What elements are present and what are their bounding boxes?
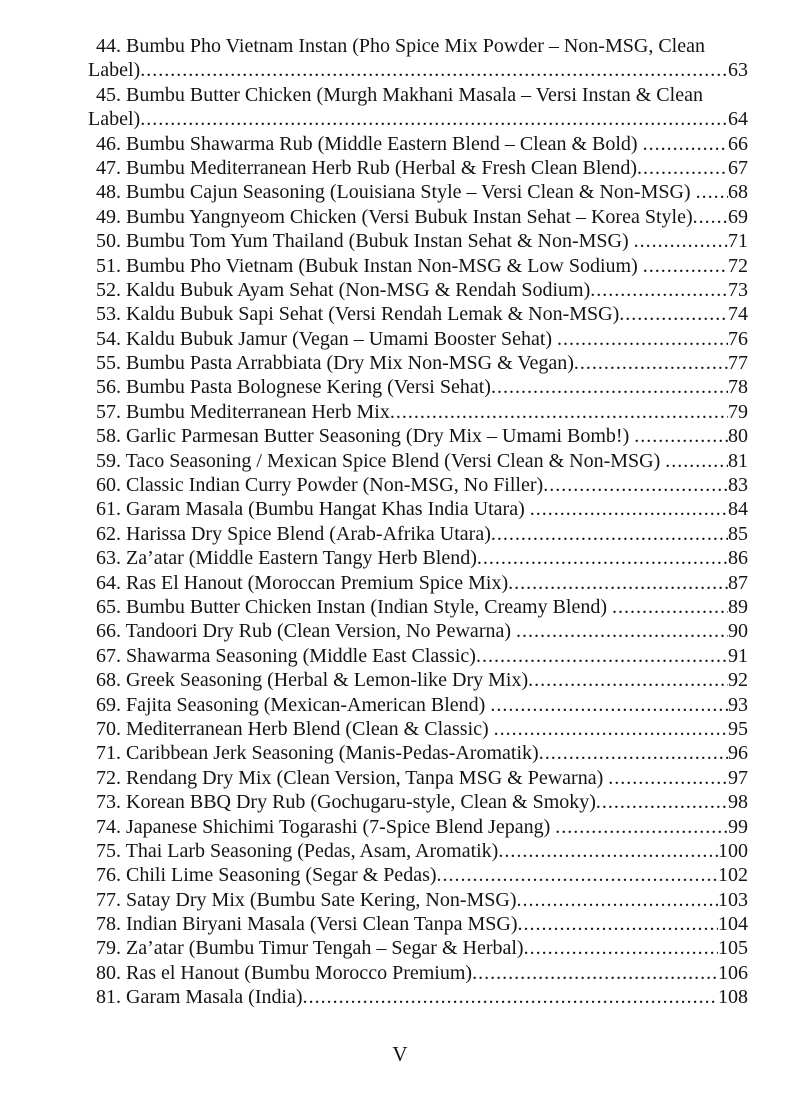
toc-line — [88, 522, 748, 546]
toc-entry-text: 58. Garlic Parmesan Butter Seasoning (Dry Mix – Umami Bomb!) — [96, 425, 635, 448]
toc-page-number: 86 — [728, 547, 748, 570]
toc-entry-text: 77. Satay Dry Mix (Bumbu Sate Kering, Non-MSG) — [96, 888, 517, 911]
toc-entry-text: 80. Ras el Hanout (Bumbu Morocco Premium) — [96, 961, 473, 984]
toc-entry-text: Label) — [88, 59, 141, 82]
toc-line — [88, 815, 748, 839]
dot-leader — [665, 449, 728, 473]
toc-line — [88, 668, 748, 692]
toc-line — [88, 34, 748, 58]
toc-page-number: 108 — [718, 986, 748, 1009]
toc-entry-text: 66. Tandoori Dry Rub (Clean Version, No Pewarna) — [96, 620, 517, 643]
toc-entry-text: 78. Indian Biryani Masala (Versi Clean Tanpa MSG) — [96, 913, 518, 936]
toc-entry-text: 50. Bumbu Tom Yum Thailand (Bubuk Instan Sehat & Non-MSG) — [96, 230, 634, 253]
toc-page-number: 85 — [728, 522, 748, 545]
toc-entry-text: 44. Bumbu Pho Vietnam Instan (Pho Spice Mix Powder – Non-MSG, Clean — [96, 35, 705, 57]
toc-entry-text: 54. Kaldu Bubuk Jamur (Vegan – Umami Booster Sehat) — [96, 327, 558, 350]
toc-line — [88, 132, 748, 156]
dot-leader — [140, 58, 728, 82]
toc-page-number: 106 — [718, 961, 748, 984]
dot-leader — [634, 229, 728, 253]
dot-leader — [517, 912, 718, 936]
page-number-footer: V — [392, 1042, 408, 1066]
toc-page-number: 92 — [728, 669, 748, 692]
dot-leader — [516, 619, 728, 643]
toc-entry-text: Label) — [88, 108, 141, 131]
toc-page-number: 99 — [728, 815, 748, 838]
toc-page-number: 72 — [728, 254, 748, 277]
toc-entry-text: 75. Thai Larb Seasoning (Pedas, Asam, Aromatik) — [96, 839, 499, 862]
toc-line — [88, 375, 748, 399]
toc-line — [88, 58, 748, 82]
toc-line — [88, 449, 748, 473]
toc-page-number: 83 — [728, 474, 748, 497]
toc-line — [88, 961, 748, 985]
dot-leader — [303, 985, 718, 1009]
toc-page-number: 102 — [718, 864, 748, 887]
toc-page-number: 93 — [728, 693, 748, 716]
toc-line — [88, 229, 748, 253]
toc-page-number: 98 — [728, 791, 748, 814]
toc-entry-text: 56. Bumbu Pasta Bolognese Kering (Versi Sehat) — [96, 376, 491, 399]
toc-line — [88, 546, 748, 570]
toc-line — [88, 766, 748, 790]
toc-line — [88, 717, 748, 741]
toc-line — [88, 741, 748, 765]
toc-entry-text: 61. Garam Masala (Bumbu Hangat Khas India Utara) — [96, 498, 530, 521]
toc-line — [88, 644, 748, 668]
toc-line — [88, 497, 748, 521]
dot-leader — [555, 815, 728, 839]
toc-page-number: 103 — [718, 888, 748, 911]
toc-entry-text: 52. Kaldu Bubuk Ayam Sehat (Non-MSG & Rendah Sodium) — [96, 278, 591, 301]
dot-leader — [472, 961, 718, 985]
dot-leader — [491, 522, 728, 546]
toc-entry-text: 49. Bumbu Yangnyeom Chicken (Versi Bubuk Instan Sehat – Korea Style) — [96, 205, 693, 228]
toc-entry-text: 76. Chili Lime Seasoning (Segar & Pedas) — [96, 864, 437, 887]
toc-page-number: 90 — [728, 620, 748, 643]
dot-leader — [596, 790, 728, 814]
toc-page-number: 71 — [728, 230, 748, 253]
toc-line — [88, 302, 748, 326]
toc-line — [88, 595, 748, 619]
toc-page-number: 63 — [728, 59, 748, 82]
toc-entry-text: 63. Za’atar (Middle Eastern Tangy Herb Blend) — [96, 547, 477, 570]
dot-leader — [608, 766, 728, 790]
toc-line — [88, 473, 748, 497]
toc-line — [88, 936, 748, 960]
dot-leader — [508, 571, 728, 595]
toc-list — [88, 34, 748, 1010]
toc-page-number: 78 — [728, 376, 748, 399]
dot-leader — [637, 156, 728, 180]
dot-leader — [643, 254, 728, 278]
dot-leader — [543, 473, 728, 497]
toc-line — [88, 424, 748, 448]
toc-line — [88, 693, 748, 717]
toc-line — [88, 619, 748, 643]
toc-page-number: 77 — [728, 352, 748, 375]
toc-entry-text: 53. Kaldu Bubuk Sapi Sehat (Versi Rendah Lemak & Non-MSG) — [96, 303, 620, 326]
toc-entry-text: 72. Rendang Dry Mix (Clean Version, Tanpa MSG & Pewarna) — [96, 766, 609, 789]
toc-line — [88, 254, 748, 278]
toc-page-number: 74 — [728, 303, 748, 326]
dot-leader — [590, 278, 728, 302]
dot-leader — [634, 424, 728, 448]
toc-entry-text: 59. Taco Seasoning / Mexican Spice Blend (Versi Clean & Non-MSG) — [96, 449, 666, 472]
dot-leader — [530, 497, 728, 521]
dot-leader — [574, 351, 728, 375]
toc-line — [88, 351, 748, 375]
toc-page-number: 95 — [728, 717, 748, 740]
toc-line — [88, 400, 748, 424]
toc-line — [88, 888, 748, 912]
toc-line — [88, 912, 748, 936]
toc-entry-text: 46. Bumbu Shawarma Rub (Middle Eastern Blend – Clean & Bold) — [96, 132, 643, 155]
dot-leader — [517, 888, 718, 912]
toc-line — [88, 156, 748, 180]
dot-leader — [612, 595, 728, 619]
toc-entry-text: 67. Shawarma Seasoning (Middle East Classic) — [96, 644, 476, 667]
toc-line — [88, 327, 748, 351]
toc-line — [88, 790, 748, 814]
toc-page-number: 84 — [728, 498, 748, 521]
toc-page-number: 105 — [718, 937, 748, 960]
toc-entry-text: 48. Bumbu Cajun Seasoning (Louisiana Style – Versi Clean & Non-MSG) — [96, 181, 696, 204]
dot-leader — [696, 180, 728, 204]
toc-entry-text: 47. Bumbu Mediterranean Herb Rub (Herbal & Fresh Clean Blend) — [96, 156, 637, 179]
toc-page-number: 67 — [728, 156, 748, 179]
toc-line — [88, 205, 748, 229]
dot-leader — [693, 205, 728, 229]
dot-leader — [437, 863, 718, 887]
dot-leader — [490, 693, 728, 717]
dot-leader — [491, 375, 728, 399]
dot-leader — [539, 741, 728, 765]
toc-entry-text: 81. Garam Masala (India) — [96, 986, 303, 1009]
toc-line — [88, 107, 748, 131]
toc-page-number: 69 — [728, 205, 748, 228]
dot-leader — [619, 302, 728, 326]
toc-entry-text: 71. Caribbean Jerk Seasoning (Manis-Pedas-Aromatik) — [96, 742, 539, 765]
toc-page-number: 73 — [728, 278, 748, 301]
toc-page-number: 89 — [728, 595, 748, 618]
toc-page-number: 100 — [718, 839, 748, 862]
toc-page-number: 104 — [718, 913, 748, 936]
toc-line — [88, 180, 748, 204]
toc-entry-text: 57. Bumbu Mediterranean Herb Mix — [96, 400, 390, 423]
toc-entry-text: 65. Bumbu Butter Chicken Instan (Indian Style, Creamy Blend) — [96, 595, 613, 618]
dot-leader — [528, 668, 728, 692]
dot-leader — [477, 546, 728, 570]
toc-line — [88, 863, 748, 887]
toc-line — [88, 985, 748, 1009]
toc-page-number: 64 — [728, 108, 748, 131]
dot-leader — [498, 839, 718, 863]
toc-page-number: 96 — [728, 742, 748, 765]
toc-line — [88, 839, 748, 863]
toc-entry-text: 60. Classic Indian Curry Powder (Non-MSG, No Filler) — [96, 474, 544, 497]
dot-leader — [494, 717, 728, 741]
dot-leader — [557, 327, 728, 351]
toc-line — [88, 83, 748, 107]
dot-leader — [524, 936, 718, 960]
toc-entry-text: 62. Harissa Dry Spice Blend (Arab-Afrika Utara) — [96, 522, 491, 545]
dot-leader — [476, 644, 728, 668]
toc-page-number: 91 — [728, 644, 748, 667]
toc-entry-text: 74. Japanese Shichimi Togarashi (7-Spice Blend Jepang) — [96, 815, 556, 838]
toc-entry-text: 69. Fajita Seasoning (Mexican-American Blend) — [96, 693, 491, 716]
dot-leader — [643, 132, 728, 156]
dot-leader — [140, 107, 728, 131]
toc-entry-text: 64. Ras El Hanout (Moroccan Premium Spice Mix) — [96, 571, 509, 594]
toc-page-number: 81 — [728, 449, 748, 472]
toc-entry-text: 45. Bumbu Butter Chicken (Murgh Makhani Masala – Versi Instan & Clean — [96, 83, 703, 106]
toc-entry-text: 73. Korean BBQ Dry Rub (Gochugaru-style, Clean & Smoky) — [96, 791, 596, 814]
toc-line — [88, 571, 748, 595]
toc-page-number: 87 — [728, 571, 748, 594]
toc-page-number: 79 — [728, 400, 748, 423]
toc-entry-text: 51. Bumbu Pho Vietnam (Bubuk Instan Non-MSG & Low Sodium) — [96, 254, 643, 277]
toc-page-number: 76 — [728, 327, 748, 350]
toc-line — [88, 278, 748, 302]
dot-leader — [390, 400, 728, 424]
toc-page-number: 68 — [728, 181, 748, 204]
toc-entry-text: 70. Mediterranean Herb Blend (Clean & Classic) — [96, 717, 494, 740]
toc-page-number: 80 — [728, 425, 748, 448]
toc-page-number: 66 — [728, 132, 748, 155]
toc-entry-text: 79. Za’atar (Bumbu Timur Tengah – Segar & Herbal) — [96, 937, 524, 960]
toc-entry-text: 68. Greek Seasoning (Herbal & Lemon-like Dry Mix) — [96, 669, 529, 692]
toc-entry-text: 55. Bumbu Pasta Arrabbiata (Dry Mix Non-MSG & Vegan) — [96, 352, 574, 375]
toc-page-number: 97 — [728, 766, 748, 789]
